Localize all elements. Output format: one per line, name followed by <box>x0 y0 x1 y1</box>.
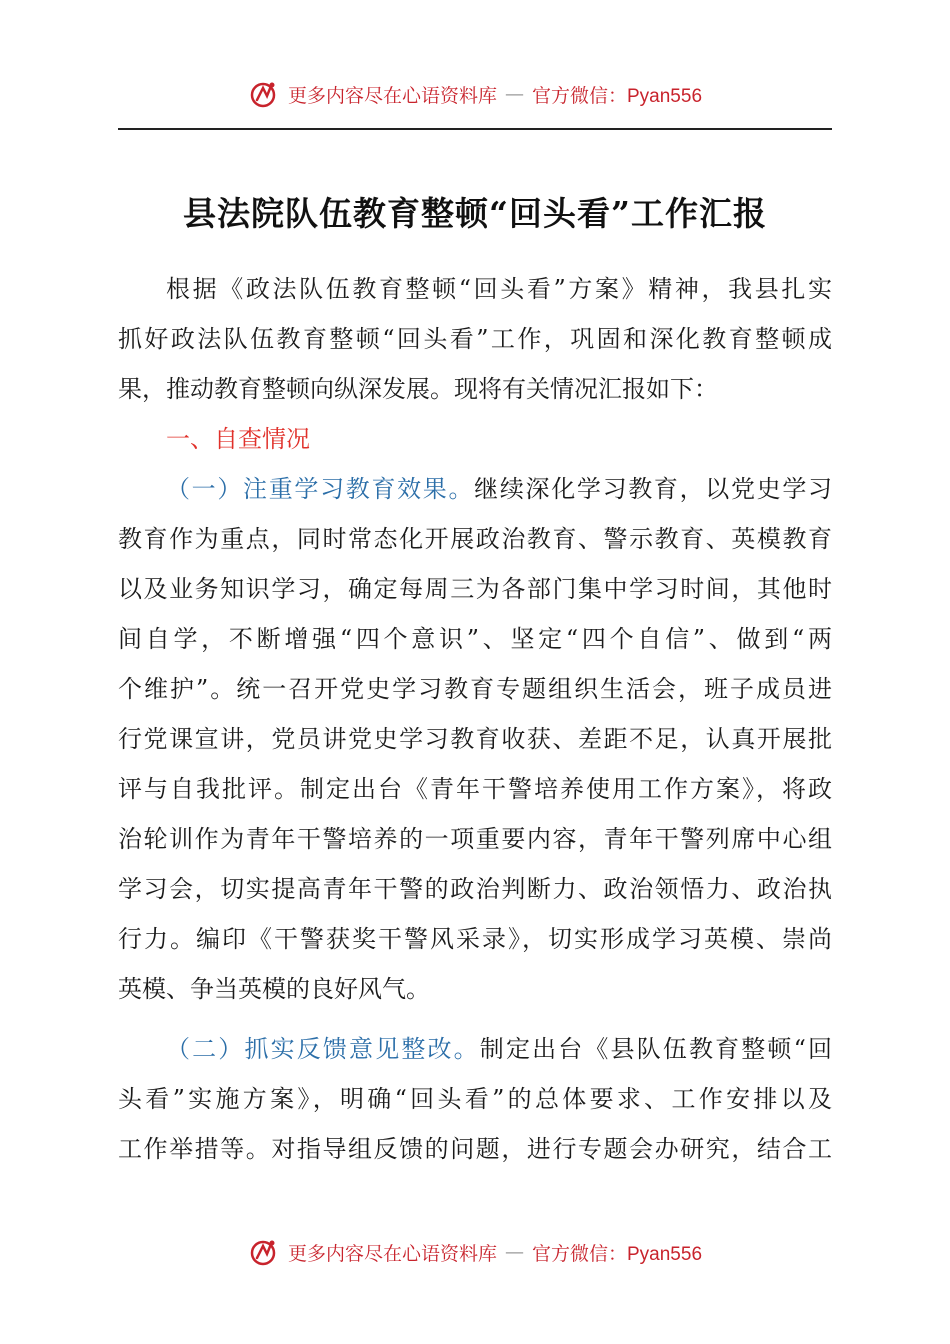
paragraph-text: 继续深化学习教育，以党史学习 <box>474 475 832 503</box>
brand-logo-icon <box>248 1236 280 1268</box>
paragraph-line: 评与自我批评。制定出台《青年干警培养使用工作方案》，将政 <box>118 775 832 803</box>
footer-watermark <box>0 1232 950 1272</box>
watermark-contact: 官方微信：Pyan556 <box>532 1243 703 1265</box>
watermark-text: 更多内容尽在心语资料库 <box>287 1242 497 1265</box>
subsection-2-heading: （二）抓实反馈意见整改。 <box>166 1035 480 1063</box>
paragraph-line: 间自学，不断增强“四个意识”、坚定“四个自信”、做到“两 <box>118 625 832 653</box>
intro-line: 果，推动教育整顿向纵深发展。现将有关情况汇报如下： <box>118 375 718 403</box>
paragraph-line: 头看”实施方案》，明确“回头看”的总体要求、工作安排以及 <box>118 1085 832 1113</box>
paragraph-line: 个维护”。统一召开党史学习教育专题组织生活会，班子成员进 <box>118 675 832 703</box>
paragraph-line: 行力。编印《干警获奖干警风采录》，切实形成学习英模、崇尚 <box>118 925 832 953</box>
paragraph-line: 学习会，切实提高青年干警的政治判断力、政治领悟力、政治执 <box>118 875 832 903</box>
paragraph-line: 治轮训作为青年干警培养的一项重要内容，青年干警列席中心组 <box>118 825 832 853</box>
subsection-1-heading: （一）注重学习教育效果。 <box>166 475 475 503</box>
header-divider <box>118 128 832 130</box>
document-title: 县法院队伍教育整顿“回头看”工作汇报 <box>183 194 767 233</box>
watermark-contact: 官方微信：Pyan556 <box>532 85 703 107</box>
subsection-2-first-line <box>118 1024 832 1074</box>
header-watermark <box>0 74 950 114</box>
paragraph-line: 英模、争当英模的良好风气。 <box>118 975 430 1003</box>
intro-line: 根据《政法队伍教育整顿“回头看”方案》精神，我县扎实 <box>166 275 832 303</box>
watermark-separator: — <box>505 1241 524 1263</box>
watermark-text: 更多内容尽在心语资料库 <box>287 84 497 107</box>
section-heading: 一、自查情况 <box>166 425 310 453</box>
subsection-1-first-line <box>118 464 832 514</box>
paragraph-line: 以及业务知识学习，确定每周三为各部门集中学习时间，其他时 <box>118 575 832 603</box>
paragraph-text: 制定出台《县队伍教育整顿“回 <box>479 1035 832 1063</box>
document-body <box>118 264 832 1174</box>
intro-line: 抓好政法队伍教育整顿“回头看”工作，巩固和深化教育整顿成 <box>118 325 832 353</box>
brand-logo-icon <box>248 78 280 110</box>
paragraph-line: 教育作为重点，同时常态化开展政治教育、警示教育、英模教育 <box>118 525 832 553</box>
watermark-separator: — <box>505 83 524 105</box>
paragraph-line: 行党课宣讲，党员讲党史学习教育收获、差距不足，认真开展批 <box>118 725 832 753</box>
paragraph-line: 工作举措等。对指导组反馈的问题，进行专题会办研究，结合工 <box>118 1135 832 1163</box>
